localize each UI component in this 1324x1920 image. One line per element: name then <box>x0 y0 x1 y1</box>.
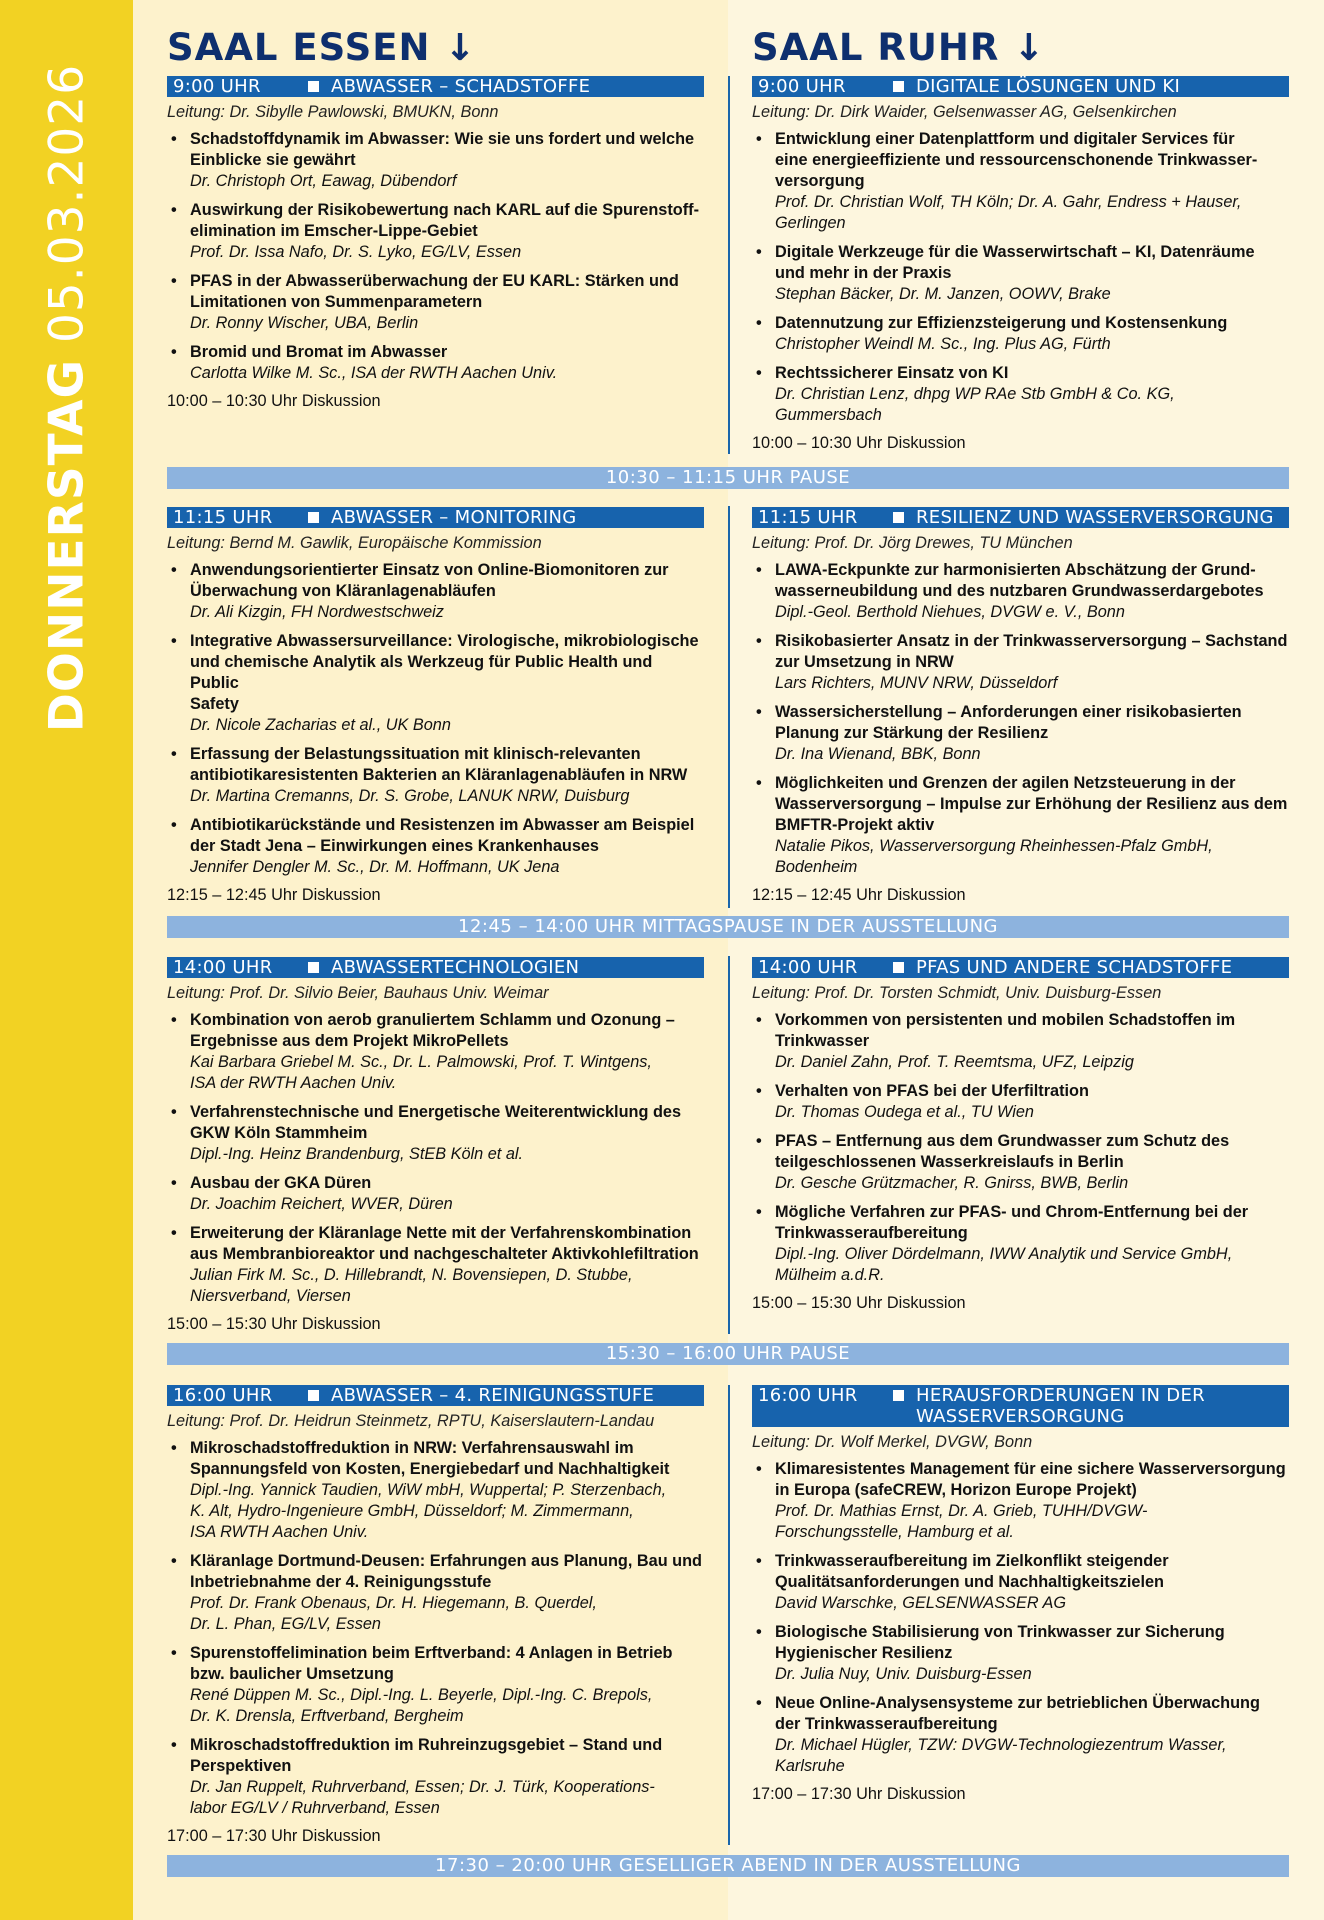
talk-title: Ausbau der GKA Düren <box>190 1174 372 1192</box>
bullet-icon: • <box>756 1203 762 1221</box>
square-bullet-icon <box>308 962 319 973</box>
talk-item <box>752 560 1289 623</box>
talk-speaker: Dr. Julia Nuy, Univ. Duisburg-Essen <box>775 1665 1032 1683</box>
talk-item <box>167 271 704 334</box>
discussion-time: 15:00 – 15:30 Uhr Diskussion <box>752 1294 966 1312</box>
talk-speaker: Dr. Nicole Zacharias et al., UK Bonn <box>190 716 451 734</box>
discussion-time: 15:00 – 15:30 Uhr Diskussion <box>167 1315 381 1333</box>
session-block <box>167 76 704 411</box>
bullet-icon: • <box>171 561 177 579</box>
session-block <box>752 507 1289 905</box>
bullet-icon: • <box>171 272 177 290</box>
column-divider <box>728 506 730 908</box>
hall-title-right <box>752 26 1045 69</box>
talk-speaker: Dr. Thomas Oudega et al., TU Wien <box>775 1103 1034 1121</box>
talk-title: Entwicklung einer Datenplattform und digitaler Services für eine energieeffiziente und ressourcenschonende Trinkwasser- versorgung <box>775 130 1258 190</box>
discussion-time: 10:00 – 10:30 Uhr Diskussion <box>752 434 966 452</box>
talk-speaker: Dr. Jan Ruppelt, Ruhrverband, Essen; Dr. J. Türk, Kooperations- labor EG/LV / Ruhrverband, Essen <box>190 1778 655 1817</box>
talk-speaker: Kai Barbara Griebel M. Sc., Dr. L. Palmowski, Prof. T. Wintgens, ISA der RWTH Aachen Univ. <box>190 1053 652 1092</box>
talk-title: Antibiotikarückstände und Resistenzen im Abwasser am Beispiel der Stadt Jena – Einwirkungen eines Krankenhauses <box>190 816 695 855</box>
session-block <box>752 957 1289 1313</box>
session-chair: Leitung: Dr. Sibylle Pawlowski, BMUKN, Bonn <box>167 103 499 121</box>
session-block <box>167 1385 704 1846</box>
talk-item <box>752 631 1289 694</box>
talk-item <box>167 631 704 736</box>
session-header <box>167 76 704 97</box>
bullet-icon: • <box>171 816 177 834</box>
session-header <box>752 957 1289 978</box>
bullet-icon: • <box>756 130 762 148</box>
talk-title: Erfassung der Belastungssituation mit klinisch-relevanten antibiotikaresistenten Bakterien an Kläranlagenabläufen in NRW <box>190 745 688 784</box>
hall-title-left <box>167 26 476 69</box>
bullet-icon: • <box>171 632 177 650</box>
talk-item <box>752 1693 1289 1777</box>
talk-speaker: Dr. Gesche Grützmacher, R. Gnirss, BWB, Berlin <box>775 1174 1129 1192</box>
talk-speaker: Prof. Dr. Mathias Ernst, Dr. A. Grieb, TUHH/DVGW- Forschungsstelle, Hamburg et al. <box>775 1502 1148 1541</box>
talk-item <box>167 1551 704 1635</box>
session-time: 9:00 UHR <box>758 76 846 97</box>
talk-title: Rechtssicherer Einsatz von KI <box>775 364 1009 382</box>
talk-title: LAWA-Eckpunkte zur harmonisierten Abschätzung der Grund- wasserneubildung und des nutzbaren Grundwasserdargebotes <box>775 561 1264 600</box>
bullet-icon: • <box>756 703 762 721</box>
session-time: 11:15 UHR <box>173 507 273 528</box>
talk-item <box>752 1459 1289 1543</box>
talk-title: Kombination von aerob granuliertem Schlamm und Ozonung – Ergebnisse aus dem Projekt MikroPellets <box>190 1011 675 1050</box>
session-time: 14:00 UHR <box>758 957 858 978</box>
talk-title: Kläranlage Dortmund-Deusen: Erfahrungen aus Planung, Bau und Inbetriebnahme der 4. Reinigungsstufe <box>190 1552 703 1591</box>
session-chair: Leitung: Prof. Dr. Heidrun Steinmetz, RPTU, Kaiserslautern-Landau <box>167 1412 655 1430</box>
session-time: 14:00 UHR <box>173 957 273 978</box>
session-header <box>167 1385 704 1406</box>
talk-speaker: Prof. Dr. Christian Wolf, TH Köln; Dr. A. Gahr, Endress + Hauser, Gerlingen <box>775 193 1242 232</box>
discussion-time: 17:00 – 17:30 Uhr Diskussion <box>167 1827 381 1845</box>
talk-title: Klimaresistentes Management für eine sichere Wasserversorgung in Europa (safeCREW, Horizon Europe Projekt) <box>775 1460 1286 1499</box>
talk-item <box>752 773 1289 878</box>
square-bullet-icon <box>893 962 904 973</box>
bullet-icon: • <box>756 1011 762 1029</box>
square-bullet-icon <box>308 512 319 523</box>
discussion-time: 10:00 – 10:30 Uhr Diskussion <box>167 392 381 410</box>
bullet-icon: • <box>756 1552 762 1570</box>
session-time: 11:15 UHR <box>758 507 858 528</box>
talk-item <box>167 129 704 192</box>
talk-speaker: Dr. Daniel Zahn, Prof. T. Reemtsma, UFZ, Leipzig <box>775 1053 1134 1071</box>
arrow-down-icon: ↓ <box>1013 26 1046 69</box>
talk-speaker: Lars Richters, MUNV NRW, Düsseldorf <box>775 674 1058 692</box>
session-header <box>752 1385 1289 1427</box>
column-divider <box>728 1385 730 1845</box>
talk-speaker: Dr. Ina Wienand, BBK, Bonn <box>775 745 981 763</box>
session-title: DIGITALE LÖSUNGEN UND KI <box>916 76 1181 97</box>
square-bullet-icon <box>893 1390 904 1401</box>
talk-title: Anwendungsorientierter Einsatz von Online-Biomonitoren zur Überwachung von Kläranlagenabläufen <box>190 561 669 600</box>
session-header <box>167 507 704 528</box>
bullet-icon: • <box>756 364 762 382</box>
session-chair: Leitung: Prof. Dr. Torsten Schmidt, Univ. Duisburg-Essen <box>752 984 1162 1002</box>
talk-item <box>167 1223 704 1307</box>
talk-item <box>167 1102 704 1165</box>
arrow-down-icon: ↓ <box>444 26 477 69</box>
bullet-icon: • <box>171 1224 177 1242</box>
bullet-icon: • <box>756 1132 762 1150</box>
talk-item <box>167 1438 704 1543</box>
talk-item <box>752 363 1289 426</box>
session-header <box>167 957 704 978</box>
session-title: RESILIENZ UND WASSERVERSORGUNG <box>916 507 1274 528</box>
talk-speaker: Dipl.-Geol. Berthold Niehues, DVGW e. V., Bonn <box>775 603 1125 621</box>
talk-speaker: Dipl.-Ing. Oliver Dördelmann, IWW Analytik und Service GmbH, Mülheim a.d.R. <box>775 1245 1233 1284</box>
session-time: 16:00 UHR <box>173 1385 273 1406</box>
talk-speaker: Dr. Christoph Ort, Eawag, Dübendorf <box>190 172 457 190</box>
talk-item <box>752 313 1289 355</box>
talk-speaker: Carlotta Wilke M. Sc., ISA der RWTH Aachen Univ. <box>190 364 558 382</box>
square-bullet-icon <box>308 81 319 92</box>
talk-speaker: Dr. Christian Lenz, dhpg WP RAe Stb GmbH & Co. KG, Gummersbach <box>775 385 1175 424</box>
talk-title: Risikobasierter Ansatz in der Trinkwasserversorgung – Sachstand zur Umsetzung in NRW <box>775 632 1288 671</box>
talk-speaker: Stephan Bäcker, Dr. M. Janzen, OOWV, Brake <box>775 285 1111 303</box>
bullet-icon: • <box>756 1082 762 1100</box>
talk-title: Wassersicherstellung – Anforderungen einer risikobasierten Planung zur Stärkung der Resilienz <box>775 703 1242 742</box>
bullet-icon: • <box>171 1439 177 1457</box>
column-divider <box>728 76 730 454</box>
talk-speaker: Prof. Dr. Frank Obenaus, Dr. H. Hiegemann, B. Querdel, Dr. L. Phan, EG/LV, Essen <box>190 1594 597 1633</box>
talk-item <box>752 1131 1289 1194</box>
talk-title: Datennutzung zur Effizienzsteigerung und Kostensenkung <box>775 314 1228 332</box>
talk-item <box>167 342 704 384</box>
bullet-icon: • <box>756 632 762 650</box>
talk-speaker: Dr. Ali Kizgin, FH Nordwestschweiz <box>190 603 444 621</box>
session-title: PFAS UND ANDERE SCHADSTOFFE <box>916 957 1233 978</box>
talk-title: Verhalten von PFAS bei der Uferfiltration <box>775 1082 1089 1100</box>
talk-speaker: Dr. Ronny Wischer, UBA, Berlin <box>190 314 419 332</box>
talk-title: Neue Online-Analysensysteme zur betrieblichen Überwachung der Trinkwasseraufbereitung <box>775 1694 1260 1733</box>
talk-title: Schadstoffdynamik im Abwasser: Wie sie uns fordert und welche Einblicke sie gewährt <box>190 130 695 169</box>
talk-item <box>167 560 704 623</box>
talk-speaker: Dipl.-Ing. Yannick Taudien, WiW mbH, Wuppertal; P. Sterzenbach, K. Alt, Hydro-Ingenieure GmbH, Düsseldorf; M. Zimmermann, ISA RWTH Aachen Univ. <box>190 1481 667 1541</box>
talk-title: Bromid und Bromat im Abwasser <box>190 343 448 361</box>
talk-item <box>167 1173 704 1215</box>
talk-speaker: Jennifer Dengler M. Sc., Dr. M. Hoffmann, UK Jena <box>190 858 560 876</box>
talk-title: Spurenstoffelimination beim Erftverband: 4 Anlagen in Betrieb bzw. baulicher Umsetzung <box>190 1644 673 1683</box>
break-banner: 10:30 – 11:15 UHR PAUSE <box>167 467 1289 489</box>
talk-title: Erweiterung der Kläranlage Nette mit der Verfahrenskombination aus Membranbioreaktor und nachgeschalteter Aktivkohlefiltration <box>190 1224 699 1263</box>
session-title: HERAUSFORDERUNGEN IN DER WASSERVERSORGUNG <box>916 1385 1205 1427</box>
column-divider <box>728 956 730 1334</box>
talk-speaker: Natalie Pikos, Wasserversorgung Rheinhessen-Pfalz GmbH, Bodenheim <box>775 837 1213 876</box>
session-title: ABWASSER – 4. REINIGUNGSSTUFE <box>331 1385 655 1406</box>
session-time: 16:00 UHR <box>758 1385 858 1406</box>
talk-item <box>167 1643 704 1727</box>
hall-name: SAAL RUHR <box>752 26 1000 69</box>
bullet-icon: • <box>171 1644 177 1662</box>
square-bullet-icon <box>308 1390 319 1401</box>
talk-speaker: Dr. Martina Cremanns, Dr. S. Grobe, LANUK NRW, Duisburg <box>190 787 630 805</box>
bullet-icon: • <box>171 201 177 219</box>
talk-title: Biologische Stabilisierung von Trinkwasser zur Sicherung Hygienischer Resilienz <box>775 1623 1225 1662</box>
session-header <box>752 76 1289 97</box>
break-banner: 12:45 – 14:00 UHR MITTAGSPAUSE IN DER AUSSTELLUNG <box>167 916 1289 938</box>
bullet-icon: • <box>756 774 762 792</box>
talk-speaker: Dipl.-Ing. Heinz Brandenburg, StEB Köln et al. <box>190 1145 524 1163</box>
square-bullet-icon <box>893 81 904 92</box>
talk-title: Mögliche Verfahren zur PFAS- und Chrom-Entfernung bei der Trinkwasseraufbereitung <box>775 1203 1249 1242</box>
talk-title: Möglichkeiten und Grenzen der agilen Netzsteuerung in der Wasserversorgung – Impulse zur Erhöhung der Resilienz aus dem BMFTR-Projekt aktiv <box>775 774 1288 834</box>
talk-item <box>752 702 1289 765</box>
break-banner: 15:30 – 16:00 UHR PAUSE <box>167 1343 1289 1365</box>
bullet-icon: • <box>756 243 762 261</box>
bullet-icon: • <box>171 1552 177 1570</box>
bullet-icon: • <box>756 1623 762 1641</box>
bullet-icon: • <box>756 1694 762 1712</box>
break-banner: 17:30 – 20:00 UHR GESELLIGER ABEND IN DER AUSSTELLUNG <box>167 1855 1289 1877</box>
session-block <box>752 76 1289 453</box>
talk-speaker: Julian Firk M. Sc., D. Hillebrandt, N. Bovensiepen, D. Stubbe, Niersverband, Viersen <box>190 1266 633 1305</box>
talk-title: PFAS in der Abwasserüberwachung der EU KARL: Stärken und Limitationen von Summenparametern <box>190 272 679 311</box>
hall-name: SAAL ESSEN <box>167 26 431 69</box>
talk-title: Mikroschadstoffreduktion im Ruhreinzugsgebiet – Stand und Perspektiven <box>190 1736 663 1775</box>
talk-item <box>167 744 704 807</box>
bullet-icon: • <box>756 1460 762 1478</box>
talk-title: Verfahrenstechnische und Energetische Weiterentwicklung des GKW Köln Stammheim <box>190 1103 681 1142</box>
talk-item <box>752 1010 1289 1073</box>
bullet-icon: • <box>756 561 762 579</box>
talk-title: PFAS – Entfernung aus dem Grundwasser zum Schutz des teilgeschlossenen Wasserkreislaufs in Berlin <box>775 1132 1230 1171</box>
talk-item <box>752 1551 1289 1614</box>
session-title: ABWASSER – MONITORING <box>331 507 577 528</box>
bullet-icon: • <box>171 1103 177 1121</box>
session-chair: Leitung: Prof. Dr. Silvio Beier, Bauhaus Univ. Weimar <box>167 984 549 1002</box>
session-block <box>167 507 704 905</box>
talk-item <box>752 129 1289 234</box>
date-label: 05.03.2026 <box>39 63 95 343</box>
bullet-icon: • <box>171 130 177 148</box>
bullet-icon: • <box>171 1174 177 1192</box>
session-block <box>167 957 704 1334</box>
bullet-icon: • <box>171 745 177 763</box>
session-header <box>752 507 1289 528</box>
bullet-icon: • <box>171 1736 177 1754</box>
sidebar-date-label <box>40 64 95 732</box>
session-chair: Leitung: Dr. Wolf Merkel, DVGW, Bonn <box>752 1433 1033 1451</box>
talk-item <box>167 1010 704 1094</box>
day-label: DONNERSTAG <box>39 358 95 733</box>
session-chair: Leitung: Bernd M. Gawlik, Europäische Kommission <box>167 534 542 552</box>
talk-item <box>167 200 704 263</box>
talk-speaker: René Düppen M. Sc., Dipl.-Ing. L. Beyerle, Dipl.-Ing. C. Brepols, Dr. K. Drensla, Erftverband, Bergheim <box>190 1686 653 1725</box>
talk-item <box>167 815 704 878</box>
talk-title: Digitale Werkzeuge für die Wasserwirtschaft – KI, Datenräume und mehr in der Praxis <box>775 243 1255 282</box>
session-time: 9:00 UHR <box>173 76 261 97</box>
talk-speaker: Dr. Joachim Reichert, WVER, Düren <box>190 1195 453 1213</box>
talk-title: Auswirkung der Risikobewertung nach KARL auf die Spurenstoff- elimination im Emscher-Lippe-Gebiet <box>190 201 699 240</box>
talk-title: Trinkwasseraufbereitung im Zielkonflikt steigender Qualitätsanforderungen und Nachhaltigkeitszielen <box>775 1552 1169 1591</box>
talk-title: Integrative Abwassersurveillance: Virologische, mikrobiologische und chemische Analytik als Werkzeug für Public Health und Public Safety <box>190 632 699 713</box>
discussion-time: 17:00 – 17:30 Uhr Diskussion <box>752 1785 966 1803</box>
square-bullet-icon <box>893 512 904 523</box>
session-block <box>752 1385 1289 1804</box>
talk-speaker: Prof. Dr. Issa Nafo, Dr. S. Lyko, EG/LV, Essen <box>190 243 522 261</box>
session-title: ABWASSERTECHNOLOGIEN <box>331 957 580 978</box>
bullet-icon: • <box>171 343 177 361</box>
talk-item <box>752 1622 1289 1685</box>
session-title: ABWASSER – SCHADSTOFFE <box>331 76 591 97</box>
talk-speaker: David Warschke, GELSENWASSER AG <box>775 1594 1067 1612</box>
bullet-icon: • <box>171 1011 177 1029</box>
session-chair: Leitung: Dr. Dirk Waider, Gelsenwasser AG, Gelsenkirchen <box>752 103 1177 121</box>
talk-title: Mikroschadstoffreduktion in NRW: Verfahrensauswahl im Spannungsfeld von Kosten, Energiebedarf und Nachhaltigkeit <box>190 1439 670 1478</box>
bullet-icon: • <box>756 314 762 332</box>
discussion-time: 12:15 – 12:45 Uhr Diskussion <box>167 886 381 904</box>
talk-item <box>752 1202 1289 1286</box>
talk-item <box>752 242 1289 305</box>
talk-item <box>752 1081 1289 1123</box>
talk-title: Vorkommen von persistenten und mobilen Schadstoffen im Trinkwasser <box>775 1011 1236 1050</box>
talk-speaker: Dr. Michael Hügler, TZW: DVGW-Technologiezentrum Wasser, Karlsruhe <box>775 1736 1227 1775</box>
talk-speaker: Christopher Weindl M. Sc., Ing. Plus AG, Fürth <box>775 335 1111 353</box>
session-chair: Leitung: Prof. Dr. Jörg Drewes, TU München <box>752 534 1073 552</box>
discussion-time: 12:15 – 12:45 Uhr Diskussion <box>752 886 966 904</box>
talk-item <box>167 1735 704 1819</box>
